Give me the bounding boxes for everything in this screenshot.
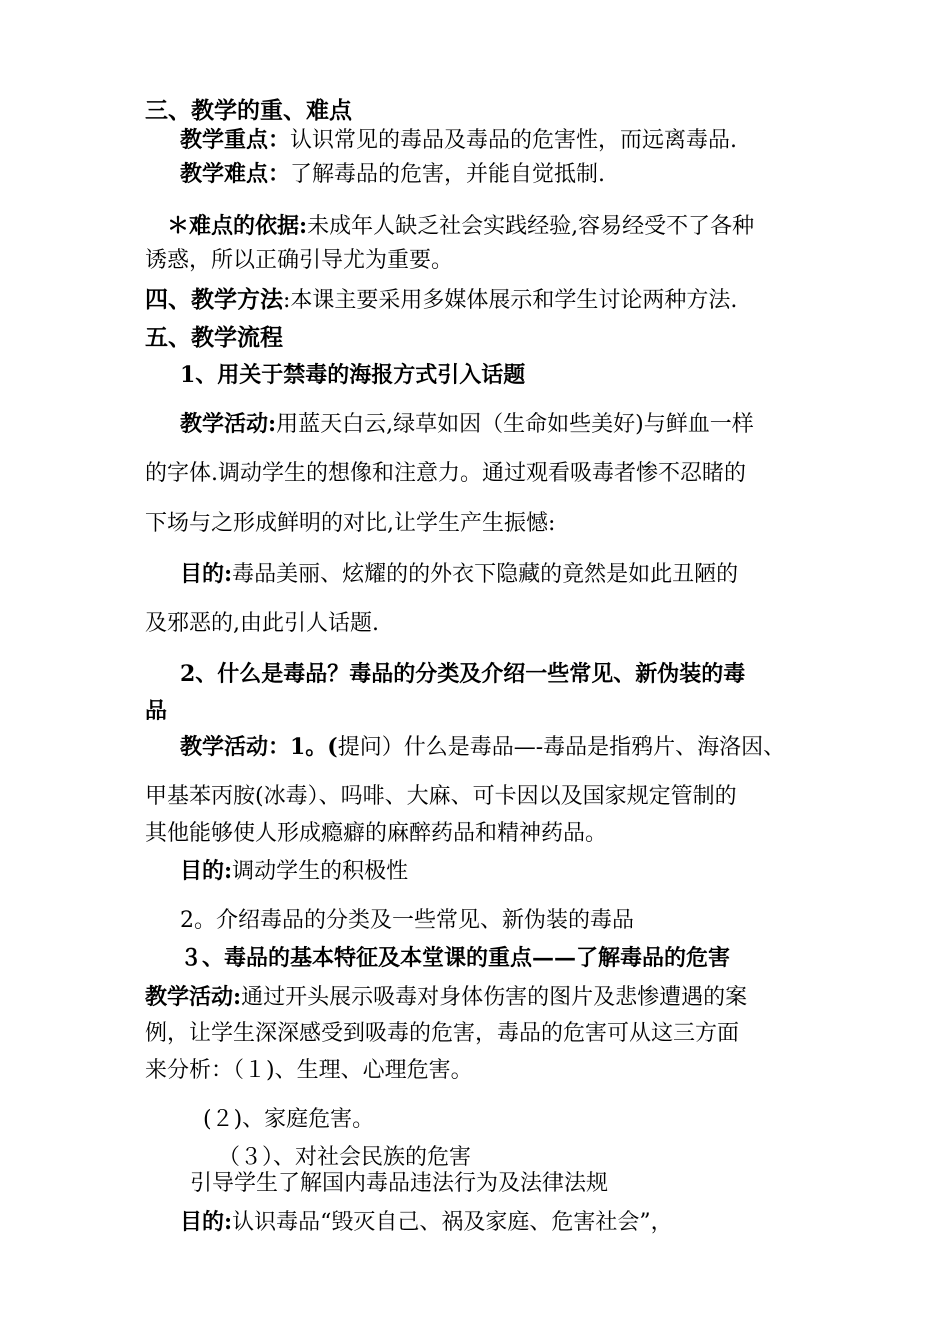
section4-line	[145, 286, 737, 315]
key-point-line	[180, 126, 737, 155]
step2-purpose-line	[180, 857, 408, 886]
step2-activity-label: 教学活动：1。(	[180, 734, 338, 760]
step3-activity-label: 教学活动:	[145, 984, 242, 1010]
step3-title: ３、毒品的基本特征及本堂课的重点——了解毒品的危害	[180, 945, 731, 971]
basis-text-1: 未成年人缺乏社会实践经验,容易经受不了各种	[307, 214, 755, 239]
step2-title-line-1: 2、什么是毒品？毒品的分类及介绍一些常见、新伪装的毒	[180, 661, 746, 687]
difficulty-label: 教学难点：	[180, 161, 291, 187]
step3-guide: 引导学生了解国内毒品违法行为及法律法规	[190, 1171, 609, 1196]
section4-text: :本课主要采用多媒体展示和学生讨论两种方法.	[283, 288, 738, 313]
step2-title-line-2: 品	[145, 698, 168, 724]
step3-item-3: （３）、对社会民族的危害	[218, 1145, 472, 1170]
basis-label: ＊难点的依据:	[167, 213, 308, 239]
step3-purpose-label: 目的:	[180, 1209, 233, 1235]
step2-sub2: 2。介绍毒品的分类及一些常见、新伪装的毒品	[180, 908, 634, 933]
step1-activity-line-2: 的字体.调动学生的想像和注意力。通过观看吸毒者惨不忍睹的	[145, 461, 746, 486]
step3-purpose-line	[180, 1208, 673, 1237]
section4-heading: 四、教学方法	[145, 286, 283, 313]
step3-activity-line-3: 来分析：（１)、生理、心理危害。	[145, 1058, 473, 1083]
step1-activity-label: 教学活动:	[180, 411, 277, 437]
step2-purpose-label: 目的:	[180, 858, 233, 884]
step3-activity-text-1: 通过开头展示吸毒对身体伤害的图片及悲惨遭遇的案	[241, 985, 748, 1010]
step1-activity-text-1: 用蓝天白云,绿草如因（生命如些美好)与鲜血一样	[276, 412, 754, 437]
step1-purpose-label: 目的:	[180, 561, 233, 587]
step3-purpose-text: 认识毒品“毁灭自己、祸及家庭、危害社会”，	[232, 1210, 673, 1235]
step1-purpose-line-1	[180, 560, 738, 589]
step1-activity-line-1	[180, 410, 754, 439]
step2-activity-line-3: 其他能够使人形成瘾癖的麻醉药品和精神药品。	[145, 821, 608, 846]
step2-purpose-text: 调动学生的积极性	[232, 859, 409, 884]
difficulty-text: 了解毒品的危害，并能自觉抵制.	[290, 162, 606, 187]
step1-title: 1、用关于禁毒的海报方式引入话题	[180, 362, 526, 388]
step1-activity-line-3: 下场与之形成鲜明的对比,让学生产生振憾:	[145, 511, 556, 536]
step3-item-2: (２)、家庭危害。	[203, 1107, 375, 1132]
section3-heading: 三、教学的重、难点	[145, 97, 352, 124]
section5-heading: 五、教学流程	[145, 324, 283, 351]
key-point-label: 教学重点：	[180, 127, 291, 153]
step2-activity-text-1: 提问）什么是毒品—-毒品是指鸦片、海洛因、	[337, 735, 786, 760]
basis-line-2: 诱惑，所以正确引导尤为重要。	[145, 248, 454, 273]
step1-purpose-text-1: 毒品美丽、炫耀的的外衣下隐藏的竟然是如此丑陋的	[232, 562, 739, 587]
step2-activity-line-2: 甲基苯丙胺(冰毒）、吗啡、大麻、可卡因以及国家规定管制的	[145, 784, 737, 809]
step3-activity-line-1	[145, 983, 747, 1012]
basis-line-1	[167, 212, 754, 241]
key-point-text: 认识常见的毒品及毒品的危害性，而远离毒品.	[290, 128, 738, 153]
step2-activity-line-1	[180, 733, 785, 762]
step1-purpose-line-2: 及邪恶的,由此引人话题.	[145, 611, 379, 636]
step3-activity-line-2: 例，让学生深深感受到吸毒的危害，毒品的危害可从这三方面	[145, 1021, 740, 1046]
difficulty-line	[180, 160, 605, 189]
